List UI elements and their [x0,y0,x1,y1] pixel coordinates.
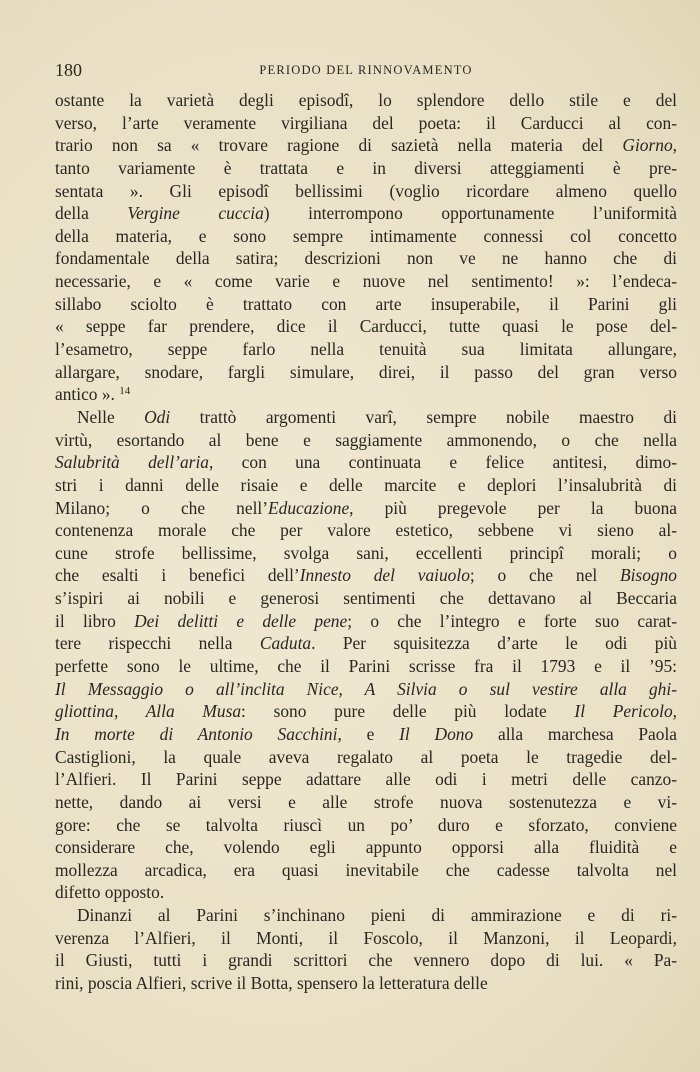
text-line [55,927,677,950]
text-segment: sentata ». Gli episodî bellissimi (voglio ricordare almeno quello [55,180,677,201]
text-segment: contenenza morale che per valore estetico, sebbene vi sieno al- [55,520,677,541]
text-segment: , con una continuata e felice antitesi, dimo- [208,452,677,473]
paragraph [55,89,677,406]
text-segment: rini, poscia Alfieri, scrive il Botta, spensero la letteratura delle [55,972,488,993]
text-line [55,89,677,112]
italic-text: Vergine cuccia [127,203,264,224]
text-line [55,768,677,791]
text-segment: il libro [55,610,135,631]
text-line [55,112,677,135]
text-segment: della [55,203,128,224]
text-segment: tanto variamente è trattata e in diversi atteggiamenti è pre- [55,157,677,178]
text-segment: difetto opposto. [55,882,165,903]
text-line [55,361,677,384]
text-line [55,497,677,520]
italic-text: Giorno [622,135,673,156]
text-segment: il Giusti, tutti i grandi scrittori che vennero dopo di lui. « Pa- [55,950,677,971]
text-segment: s’ispiri ai nobili e generosi sentimenti che dettavano al Beccaria [55,588,677,609]
text-segment: antico ». [55,384,120,405]
text-line [55,836,677,859]
text-segment: trario non sa « trovare ragione di sazietà nella materia del [55,135,623,156]
running-title: PERIODO DEL RINNOVAMENTO [259,63,473,77]
text-segment: . Per squisitezza d’arte le odi più [311,633,677,654]
text-segment: Castiglioni, la quale aveva regalato al poeta le tragedie del- [55,746,677,767]
text-segment: alla marchesa Paola [473,723,677,744]
text-line [55,632,677,655]
italic-text: Educazione [268,497,350,518]
text-segment: considerare che, volendo egli appunto opporsi alla fluidità e [55,837,677,858]
text-segment: verso, l’arte veramente virgiliana del poeta: il Carducci al con- [55,112,677,133]
text-segment: fondamentale della satira; descrizioni non ve ne hanno che di [55,248,677,269]
text-segment: stri i danni delle risaie e delle marcite e deplori l’insalubrità di [55,474,677,495]
italic-text: Salubrità dell’aria [55,452,209,473]
page-number: 180 [55,60,82,80]
text-line [55,315,677,338]
text-segment: gore: che se talvolta riuscì un po’ duro e sforzato, conviene [55,814,677,835]
page-header [55,60,677,82]
text-line [55,247,677,270]
italic-text: In morte di Antonio Sacchini [55,723,338,744]
text-segment: ; o che nel [469,565,620,586]
text-line [55,542,677,565]
text-line [55,746,677,769]
text-line [55,519,677,542]
text-segment: Dinanzi al Parini s’inchinano pieni di ammirazione e di ri- [77,905,677,926]
page-body-text [55,89,677,995]
text-line [55,655,677,678]
text-segment: , più pregevole per la buona [349,497,677,518]
text-segment: cune strofe bellissime, svolga sani, eccellenti principî morali; o [55,542,677,563]
italic-text: gliottina, Alla Musa [55,701,242,722]
text-line [55,904,677,927]
text-line [55,406,677,429]
text-line [55,270,677,293]
text-line [55,587,677,610]
text-line [55,383,677,406]
text-segment: : sono pure delle più lodate [241,701,575,722]
text-line [55,814,677,837]
text-line [55,180,677,203]
text-segment: , e [337,723,400,744]
text-line [55,700,677,723]
paragraph [55,406,677,904]
text-line [55,293,677,316]
text-segment: nette, dando ai versi e alle strofe nuova sostenutezza e vi- [55,791,677,812]
text-line [55,474,677,497]
text-segment: , [672,135,677,156]
italic-text: Il Pericolo, [574,701,677,722]
text-segment: Nelle [77,406,145,427]
text-segment: virtù, esortando al bene e saggiamente ammonendo, o che nella [55,429,677,450]
text-segment: verenza l’Alfieri, il Monti, il Foscolo, il Manzoni, il Leopardi, [55,927,677,948]
text-line [55,972,677,995]
paragraph [55,904,677,995]
text-line [55,157,677,180]
text-line [55,202,677,225]
text-segment: tere rispecchi nella [55,633,260,654]
text-segment: ) interrompono opportunamente l’uniformità [263,203,677,224]
text-segment: mollezza arcadica, era quasi inevitabile che cadesse talvolta nel [55,859,677,880]
text-line [55,338,677,361]
text-segment: perfette sono le ultime, che il Parini scrisse fra il 1793 e il ’95: [55,656,677,677]
text-line [55,134,677,157]
text-segment: trattò argomenti varî, sempre nobile maestro di [170,406,677,427]
italic-text: Innesto del vaiuolo [299,565,470,586]
text-line [55,949,677,972]
text-line [55,429,677,452]
text-line [55,225,677,248]
italic-text: Il Messaggio o all’inclita Nice, A Silvia o sul vestire alla ghi- [55,678,677,699]
text-line [55,564,677,587]
text-segment: l’Alfieri. Il Parini seppe adattare alle odi i metri delle canzo- [55,769,677,790]
italic-text: Bisogno [619,565,677,586]
footnote-marker: 14 [119,385,131,398]
text-line [55,723,677,746]
text-line [55,881,677,904]
text-segment: Milano; o che nell’ [55,497,269,518]
text-line [55,451,677,474]
text-segment: ostante la varietà degli episodî, lo splendore dello stile e del [55,90,677,110]
text-line [55,791,677,814]
italic-text: Dei delitti e delle pene [134,610,348,631]
text-segment: che esalti i benefici dell’ [55,565,300,586]
text-segment: « seppe far prendere, dice il Carducci, tutte quasi le pose del- [55,316,677,337]
text-line [55,678,677,701]
italic-text: Caduta [259,633,312,654]
text-segment: ; o che l’integro e forte suo carat- [347,610,677,631]
text-segment: sillabo sciolto è trattato con arte insuperabile, il Parini gli [55,293,677,314]
italic-text: Il Dono [399,723,474,744]
text-segment: l’esametro, seppe farlo nella tenuità sua limitata allungare, [55,339,677,360]
text-line [55,610,677,633]
text-line [55,859,677,882]
text-segment: allargare, snodare, fargli simulare, direi, il passo del gran verso [55,361,677,382]
italic-text: Odi [144,406,171,427]
text-segment: della materia, e sono sempre intimamente connessi col concetto [55,225,677,246]
text-segment: necessarie, e « come varie e nuove nel sentimento! »: l’endeca- [55,271,677,292]
